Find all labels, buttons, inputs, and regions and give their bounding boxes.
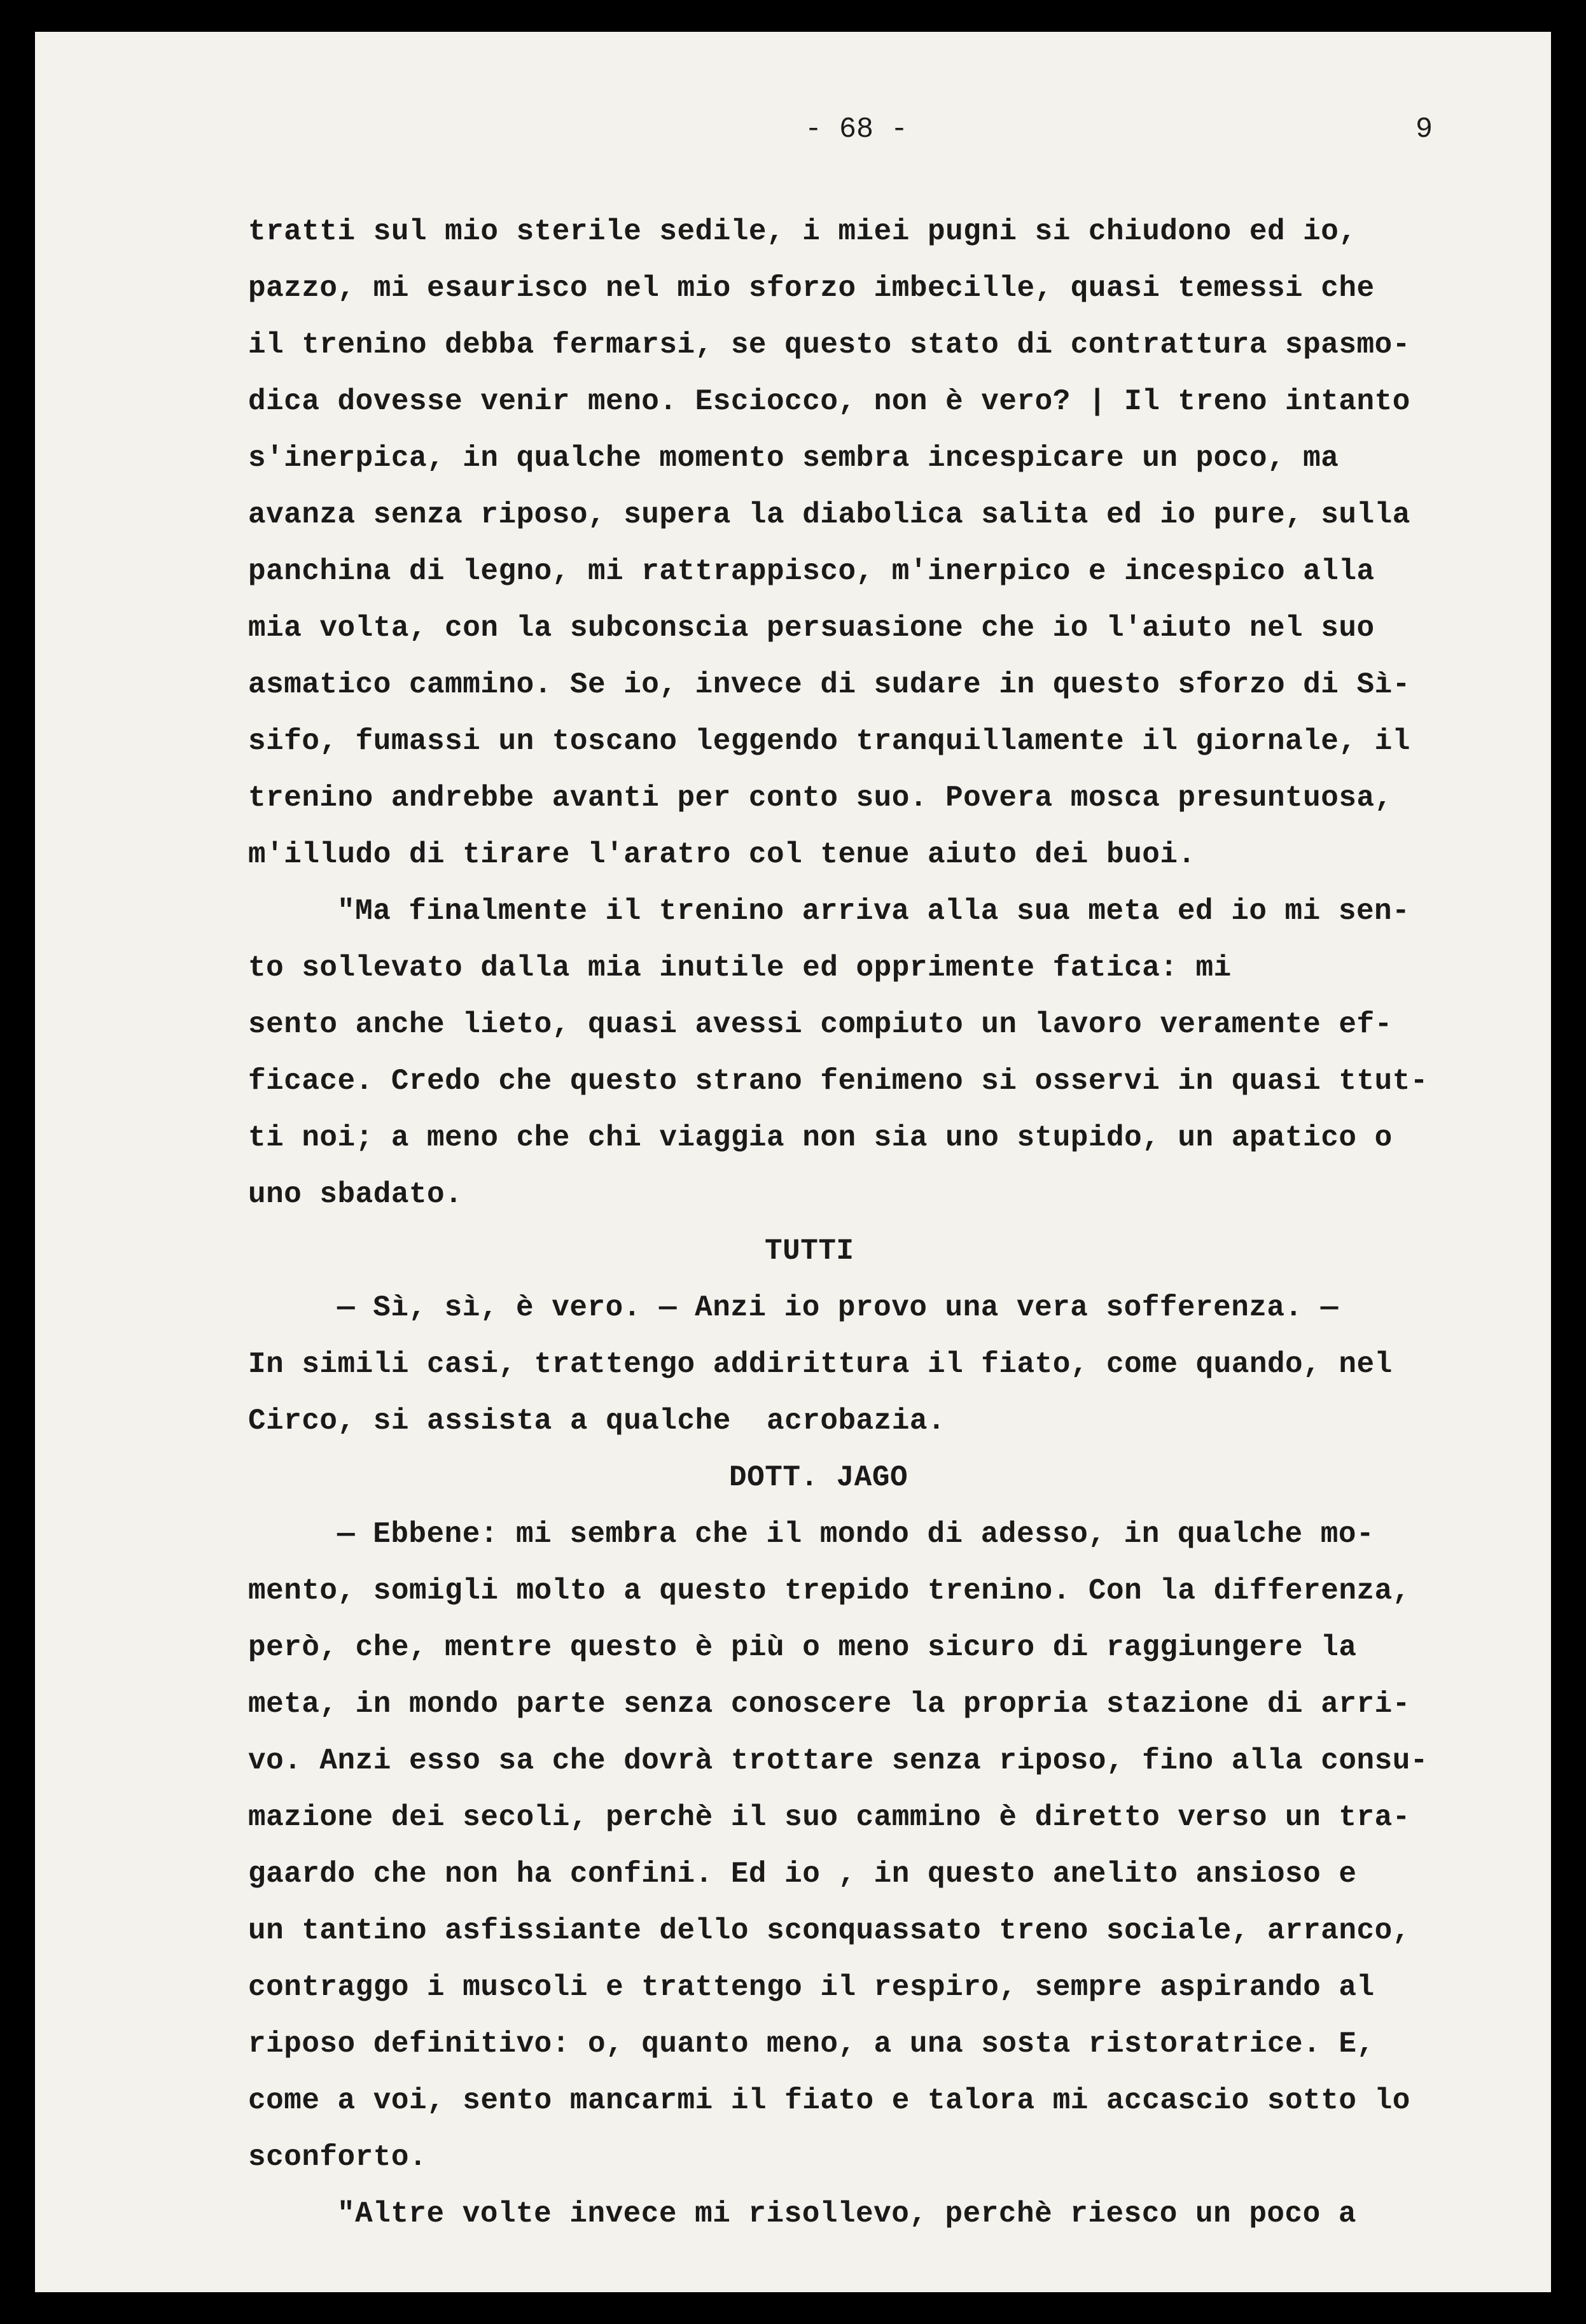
text-line: — Ebbene: mi sembra che il mondo di adesso, in qualche mo- — [337, 1518, 1375, 1551]
text-line: ti noi; a meno che chi viaggia non sia uno stupido, un apatico o — [248, 1121, 1393, 1154]
text-line: mazione dei secoli, perchè il suo cammino è diretto verso un tra- — [248, 1801, 1410, 1834]
text-line: trenino andrebbe avanti per conto suo. Povera mosca presuntuosa, — [248, 781, 1393, 815]
text-line: meta, in mondo parte senza conoscere la propria stazione di arri- — [248, 1688, 1410, 1721]
text-line: ficace. Credo che questo strano fenimeno si osservi in quasi ttut- — [248, 1065, 1428, 1098]
text-line: un tantino asfissiante dello sconquassato treno sociale, arranco, — [248, 1914, 1410, 1947]
text-line: sconforto. — [248, 2141, 428, 2174]
text-line: riposo definitivo: o, quanto meno, a una sosta ristoratrice. E, — [248, 2027, 1375, 2061]
text-line: asmatico cammino. Se io, invece di sudare in questo sforzo di Sì- — [248, 668, 1410, 701]
speaker-name: TUTTI — [765, 1235, 854, 1268]
text-line: come a voi, sento mancarmi il fiato e talora mi accascio sotto lo — [248, 2084, 1410, 2117]
text-line: dica dovesse venir meno. Esciocco, non è vero? | Il treno intanto — [248, 385, 1410, 418]
text-line: sifo, fumassi un toscano leggendo tranquillamente il giornale, il — [248, 725, 1410, 758]
text-line: il trenino debba fermarsi, se questo stato di contrattura spasmo- — [248, 328, 1410, 361]
text-line: mento, somigli molto a questo trepido trenino. Con la differenza, — [248, 1574, 1410, 1607]
text-line: gaardo che non ha confini. Ed io , in questo anelito ansioso e — [248, 1858, 1357, 1891]
text-line: sento anche lieto, quasi avessi compiuto un lavoro veramente ef- — [248, 1008, 1393, 1041]
text-line: contraggo i muscoli e trattengo il respiro, sempre aspirando al — [248, 1971, 1375, 2004]
text-line: m'illudo di tirare l'aratro col tenue aiuto dei buoi. — [248, 838, 1196, 871]
text-line: panchina di legno, mi rattrappisco, m'inerpico e incespico alla — [248, 555, 1375, 588]
page-number: - 68 - — [805, 113, 908, 146]
text-line: "Ma finalmente il trenino arriva alla sua meta ed io mi sen- — [337, 895, 1410, 928]
text-line: pazzo, mi esaurisco nel mio sforzo imbecille, quasi temessi che — [248, 272, 1375, 305]
text-line: però, che, mentre questo è più o meno sicuro di raggiungere la — [248, 1631, 1357, 1664]
text-line: vo. Anzi esso sa che dovrà trottare senza riposo, fino alla consu- — [248, 1744, 1428, 1777]
text-line: — Sì, sì, è vero. — Anzi io provo una vera sofferenza. — — [337, 1291, 1339, 1324]
text-line: Circo, si assista a qualche acrobazia. — [248, 1404, 946, 1438]
folio-number: 9 — [1416, 113, 1433, 146]
typewritten-page — [35, 32, 1551, 2292]
text-line: In simili casi, trattengo addirittura il fiato, come quando, nel — [248, 1348, 1393, 1381]
text-line: tratti sul mio sterile sedile, i miei pugni si chiudono ed io, — [248, 215, 1357, 248]
text-line: to sollevato dalla mia inutile ed opprimente fatica: mi — [248, 951, 1232, 984]
text-line: "Altre volte invece mi risollevo, perchè riesco un poco a — [337, 2197, 1356, 2230]
text-line: s'inerpica, in qualche momento sembra incespicare un poco, ma — [248, 442, 1339, 475]
text-line: uno sbadato. — [248, 1178, 463, 1211]
text-line: avanza senza riposo, supera la diabolica salita ed io pure, sulla — [248, 498, 1410, 531]
text-line: mia volta, con la subconscia persuasione che io l'aiuto nel suo — [248, 612, 1375, 645]
script-body — [248, 204, 1551, 2243]
speaker-name: DOTT. JAGO — [729, 1461, 908, 1494]
